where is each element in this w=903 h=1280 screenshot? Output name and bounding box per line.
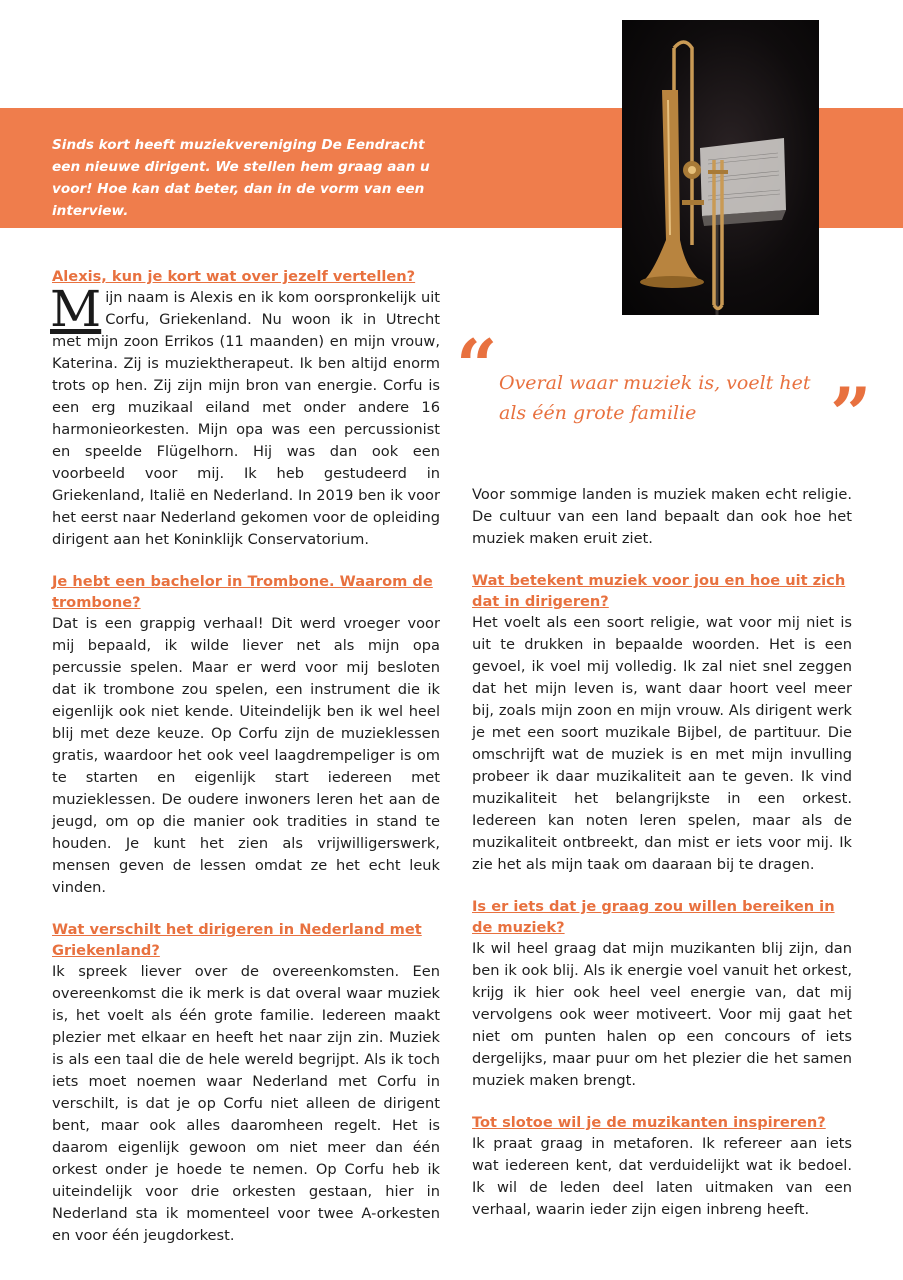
answer-1 [50, 280, 440, 551]
answer-5: Ik wil heel graag dat mijn muzikanten blij zijn, dan ben ik ook blij. Als ik energie voel vanuit het orkest, krijg ik hier ook heel veel energie van, dat mij vervolgens ook weer motiveert. Voor mij gaat het niet om punten halen op een concours of iets dergelijks, maar puur om het plezier die het samen muziek maken brengt. [472, 940, 852, 1089]
question-5: Is er iets dat je graag zou willen bereiken in de muziek? [472, 898, 835, 936]
pull-quote [456, 323, 896, 456]
answer-1-text: ijn naam is Alexis en ik kom oorspronkelijk uit Corfu, Griekenland. Nu woon ik in Utrecht met mijn zoon Errikos (11 maanden) en mijn vrouw, Katerina. Zij is muziektherapeut. Ik ben altijd enorm trots op hen. Zij zijn mijn bron van energie. Corfu is een erg muzikaal eiland met onder andere 16 harmonieorkesten. Mijn opa was een percussionist en speelde Flügelhorn. Hij was dan ook een voorbeeld voor mij. Ik heb gestudeerd in Griekenland, Italië en Nederland. In 2019 ben ik voor het eerst naar Nederland gekomen voor de opleiding dirigent aan het Koninklijk Conservatorium. [52, 289, 440, 548]
intro-text: Sinds kort heeft muziekvereniging De Eendracht een nieuwe dirigent. We stellen hem graag aan u voor! Hoe kan dat beter, dan in de vorm van een interview. [52, 137, 430, 219]
trombone-photo [622, 20, 819, 315]
question-4: Wat betekent muziek voor jou en hoe uit zich dat in dirigeren? [472, 572, 846, 610]
question-2: Je hebt een bachelor in Trombone. Waarom de trombone? [52, 573, 433, 611]
open-quote-icon: “ [456, 323, 498, 408]
question-3: Wat verschilt het dirigeren in Nederland met Griekenland? [52, 921, 422, 959]
close-quote-icon: ” [830, 371, 872, 456]
answer-2: Dat is een grappig verhaal! Dit werd vroeger voor mij bepaald, ik wilde liever net als mijn opa percussie spelen. Maar er werd voor mij besloten dat ik trombone zou spelen, een instrument die ik eigenlijk ook niet kende. Uiteindelijk ben ik wel heel blij met deze keuze. Op Corfu zijn de muzieklessen gratis, waardoor het ook veel laagdrempeliger is om te starten en eigenlijk start iedereen met muzieklessen. De oudere inwoners leren het aan de jeugd, om op die manier ook tradities in stand te houden. Je kunt het zien als vrijwilligerswerk, mensen geven de lessen omdat ze het echt leuk vinden. [52, 615, 440, 896]
answer-4: Het voelt als een soort religie, wat voor mij niet is uit te drukken in bepaalde woorden. Het is een gevoel, ik voel mij volledig. Ik zal niet snel zeggen dat het mijn leven is, want daar hoort veel meer bij, zoals mijn zoon en mijn vrouw. Als dirigent werk je met een soort muzikale Bijbel, de partituur. Die omschrijft wat de muziek is en met mijn invulling probeer ik daar muzikaliteit aan te geven. Ik vind muzikaliteit het belangrijkste in een orkest. Iedereen kan noten leren spelen, maar als de muzikaliteit ontbreekt, dan mist er iets voor mij. Ik zie het als mijn taak om daaraan bij te dragen. [472, 614, 852, 873]
right-column [472, 484, 852, 1241]
answer-3: Ik spreek liever over de overeenkomsten. Een overeenkomst die ik merk is dat overal waar muziek is, het voelt als één grote familie. Iedereen maakt plezier met elkaar en heeft het naar zijn zin. Muziek is als een taal die de hele wereld begrijpt. Als ik toch iets moet noemen waar Nederland met Corfu in verschilt, is dat je op Corfu niet alleen de dirigent bent, maar ook alles daaromheen regelt. Het is daarom eigenlijk gewoon om niet meer dan één orkest onder je hoede te nemen. Op Corfu heb ik uiteindelijk voor drie orkesten gestaan, hier in Nederland sta ik momenteel voor twee A-orkesten en voor één jeugdorkest. [52, 963, 440, 1244]
answer-3-continued: Voor sommige landen is muziek maken echt religie. De cultuur van een land bepaalt dan ook hoe het muziek maken eruit ziet. [472, 486, 852, 547]
pull-quote-text: Overal waar muziek is, voelt het als één grote familie [499, 372, 811, 424]
question-6: Tot slotoe wil je de muzikanten inspireren? [472, 1114, 826, 1131]
dropcap: M [50, 280, 102, 338]
question-1: Alexis, kun je kort wat over jezelf vertellen? [52, 268, 416, 285]
answer-6: Ik praat graag in metaforen. Ik refereer aan iets wat iedereen kent, dat verduidelijkt wat ik bedoel. Ik wil de leden deel laten uitmaken van een verhaal, waarin ieder zijn eigen inbreng heeft. [472, 1135, 852, 1218]
left-column [52, 266, 440, 1267]
